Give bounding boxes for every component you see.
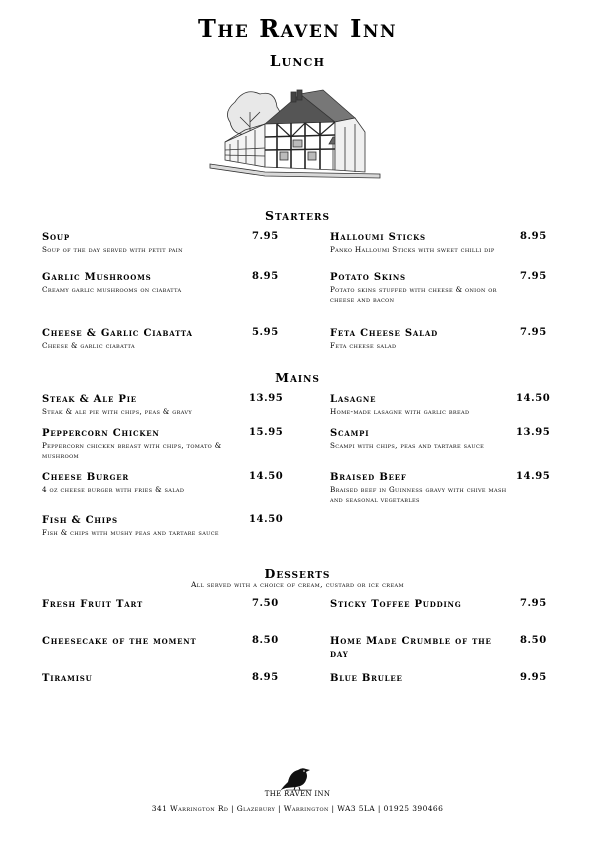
item-description: Braised beef in Guinness gravy with chive mash and seasonal vegetables — [330, 485, 507, 504]
footer-address: 341 Warrington Rd | Glazebury | Warrington | WA3 5LA | 01925 390466 — [151, 804, 444, 813]
item-price: 14.95 — [516, 471, 551, 482]
menu-title: The Raven Inn — [198, 14, 397, 43]
inn-building-illustration — [205, 82, 385, 182]
menu-item — [42, 635, 247, 648]
item-price: 8.50 — [252, 635, 279, 646]
item-name: Cheesecake of the moment — [42, 636, 197, 647]
item-price: 15.95 — [249, 427, 284, 438]
item-description: Fish & chips with mushy peas and tartare sauce — [42, 528, 219, 537]
item-name: Feta Cheese Salad — [330, 328, 438, 339]
menu-item — [42, 672, 242, 685]
item-price: 13.95 — [516, 427, 551, 438]
item-name: Braised Beef — [330, 472, 407, 483]
menu-subtitle: Lunch — [269, 52, 326, 70]
menu-item — [330, 471, 508, 505]
menu-item — [330, 672, 510, 685]
logo-text: THE RAVEN INN — [264, 790, 331, 798]
menu-item — [42, 471, 242, 495]
item-price: 7.95 — [520, 271, 547, 282]
item-description: Panko Halloumi Sticks with sweet chilli dip — [330, 245, 495, 254]
item-name: Fish & Chips — [42, 515, 118, 526]
item-description: Home-made lasagne with garlic bread — [330, 407, 470, 416]
menu-item — [42, 598, 242, 611]
item-price: 14.50 — [516, 393, 551, 404]
item-price: 7.95 — [520, 598, 547, 609]
item-description: Peppercorn chicken breast with chips, tomato & mushroom — [42, 441, 222, 460]
menu-item — [42, 393, 242, 417]
item-price: 9.95 — [520, 672, 547, 683]
desserts-note: All served with a choice of cream, custard or ice cream — [190, 580, 405, 589]
starters-heading: Starters — [264, 208, 331, 223]
item-description: Potato skins stuffed with cheese & onion or cheese and bacon — [330, 285, 497, 304]
item-name: Lasagne — [330, 394, 377, 405]
item-price: 8.95 — [520, 231, 547, 242]
item-name: Scampi — [330, 428, 370, 439]
menu-item — [330, 427, 505, 451]
item-description: Creamy garlic mushrooms on ciabatta — [42, 285, 182, 294]
item-price: 7.95 — [520, 327, 547, 338]
item-name: Fresh Fruit Tart — [42, 599, 143, 610]
menu-item — [42, 271, 242, 295]
item-price: 14.50 — [249, 471, 284, 482]
menu-item — [330, 598, 510, 611]
item-price: 13.95 — [249, 393, 284, 404]
menu-item — [42, 327, 242, 351]
item-description: Soup of the day served with petit pain — [42, 245, 183, 254]
item-name: Steak & Ale Pie — [42, 394, 137, 405]
item-name: Garlic Mushrooms — [42, 272, 152, 283]
item-description: 4 oz cheese burger with fries & salad — [42, 485, 185, 494]
menu-item — [330, 635, 505, 661]
item-name: Soup — [42, 232, 70, 243]
item-price: 8.50 — [520, 635, 547, 646]
item-name: Halloumi Sticks — [330, 232, 426, 243]
item-name: Home Made Crumble of the day — [330, 636, 492, 660]
menu-item — [42, 231, 242, 255]
item-name: Cheese Burger — [42, 472, 130, 483]
menu-item — [330, 393, 508, 417]
item-description: Scampi with chips, peas and tartare sauce — [330, 441, 485, 450]
item-name: Potato Skins — [330, 272, 406, 283]
menu-item — [42, 514, 242, 538]
item-price: 14.50 — [249, 514, 284, 525]
item-description: Cheese & garlic ciabatta — [42, 341, 135, 350]
item-name: Tiramisu — [42, 673, 93, 684]
item-name: Sticky Toffee Pudding — [330, 599, 462, 610]
menu-item — [330, 327, 505, 351]
menu-item — [330, 231, 505, 255]
item-price: 7.95 — [252, 231, 279, 242]
item-price: 8.95 — [252, 271, 279, 282]
mains-heading: Mains — [275, 370, 320, 385]
item-name: Cheese & Garlic Ciabatta — [42, 328, 193, 339]
menu-item — [42, 427, 242, 461]
item-name: Peppercorn Chicken — [42, 428, 160, 439]
item-description: Steak & ale pie with chips, peas & gravy — [42, 407, 193, 416]
item-price: 8.95 — [252, 672, 279, 683]
desserts-heading: Desserts — [264, 566, 331, 581]
menu-item — [330, 271, 505, 305]
item-name: Blue Brulee — [330, 673, 403, 684]
item-description: Feta cheese salad — [330, 341, 397, 350]
item-price: 7.50 — [252, 598, 279, 609]
item-price: 5.95 — [252, 327, 279, 338]
